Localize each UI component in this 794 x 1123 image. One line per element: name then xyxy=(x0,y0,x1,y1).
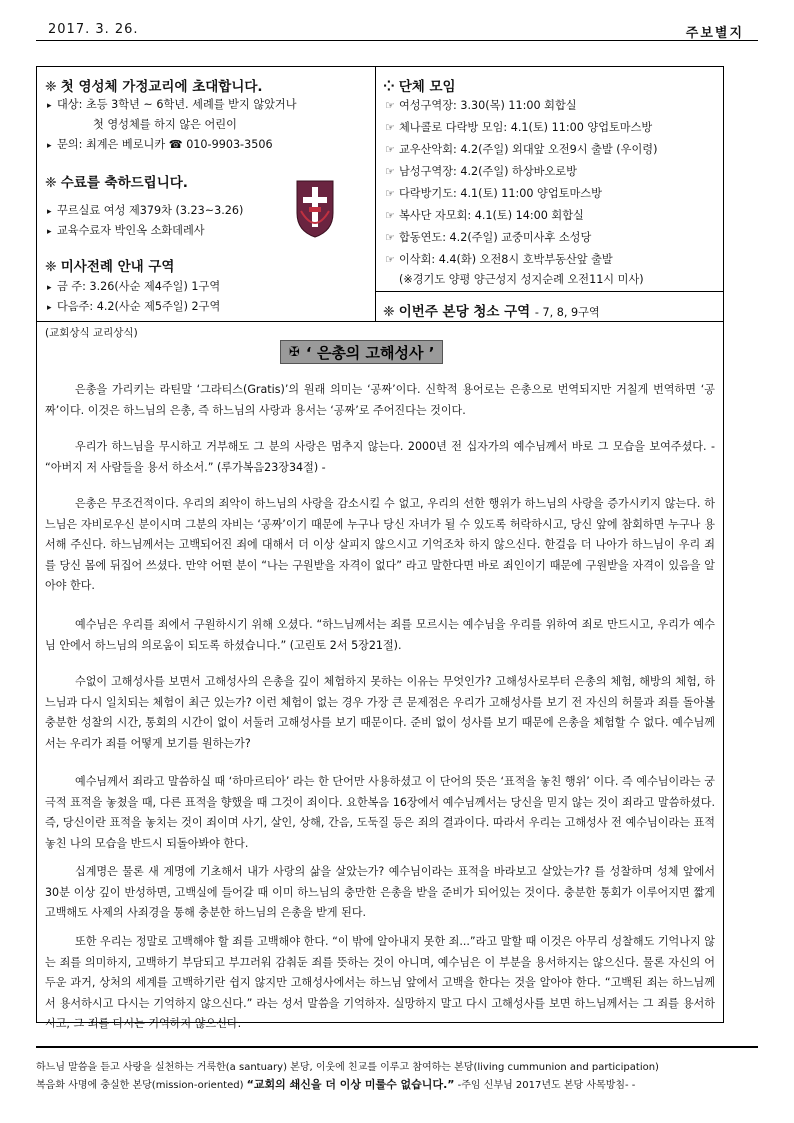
paragraph xyxy=(45,932,715,1035)
triangle-bullet-icon: ▸ xyxy=(47,141,52,151)
meeting-text: 다락방기도: 4.1(토) 11:00 양업토마스방 xyxy=(399,187,602,200)
paragraph-text: 은총은 무조건적이다. 우리의 죄악이 하느님의 사랑을 감소시킬 수 없고, 우리의 선한 행위가 하느님의 사랑을 증가시키지 않는다. 하느님은 자비로우신 분이시며 그분의 자비는 ‘공짜’이기 때문에 누구나 당신 자녀가 될 수 있도록 허락하시고, 당신 앞에 참회하면 누구나 용서해 주신다. 하느님께서는 고백되어진 죄에 대해서 더 이상 살피지 않으시고 기억조차 하지 않으신다. 한걸음 더 나아가 하느님이 우리 죄를 당신 몸에 뒤집어 쓰셨다. 만약 어떤 분이 “나는 구원받을 자격이 없다” 라고 말한다면 바로 죄인이기 때문에 구원받을 자격이 있음을 알아야 한다. xyxy=(45,497,715,592)
mass-guide-title-text: 미사전례 안내 구역 xyxy=(60,259,175,275)
triangle-bullet-icon: ▸ xyxy=(47,101,52,111)
list-item xyxy=(47,223,205,240)
meeting-item xyxy=(385,186,602,202)
pointer-bullet-icon: ☞ xyxy=(385,231,395,244)
paragraph xyxy=(45,615,715,656)
paragraph-text: 은총을 가리키는 라틴말 ‘그라티스(Gratis)’의 원래 의미는 ‘공짜’이다. 신학적 용어로는 은총으로 번역되지만 거칠게 번역하면 ‘공짜’이다. 이것은 하느님의 은총, 즉 하느님의 사랑과 용서는 ‘공짜’로 주어진다는 것이다. xyxy=(45,383,715,417)
paragraph-text: 십계명은 물론 새 계명에 기초해서 내가 사랑의 삶을 살았는가? 예수님이라는 표적을 바라보고 살았는가? 를 성찰하며 성체 앞에서 30분 이상 깊이 반성하면, 고백실에 들어갈 때 이미 하느님의 충만한 은총을 받을 준비가 되어있는 것이다. 충분한 통회가 이루어지면 짧게 고백해도 사제의 사죄경을 통해 충분한 하느님의 은총을 받게 된다. xyxy=(45,865,715,919)
meeting-item xyxy=(385,98,577,114)
paragraph-text: 우리가 하느님을 무시하고 거부해도 그 분의 사랑은 멈추지 않는다. 2000년 전 십자가의 예수님께서 바로 그 모습을 보여주셨다. - “아버지 저 사람들을 용서 하소서.” (루가복음23장34절) - xyxy=(45,440,715,474)
pointer-bullet-icon: ☞ xyxy=(385,121,395,134)
footer-motto-suffix: -주임 신부님 2017년도 본당 사목방침- - xyxy=(454,1080,636,1091)
article-section xyxy=(37,322,723,1030)
list-item xyxy=(47,279,220,296)
meeting-text: 이삭회: 4.4(화) 오전8시 호박부동산앞 출발 xyxy=(399,253,613,266)
list-item xyxy=(47,299,220,316)
cross-icon: ✠ xyxy=(289,344,300,360)
footer-motto-prefix: 복음화 사명에 충실한 본당(mission-oriented) xyxy=(36,1080,247,1091)
asterisk-icon: ❈ xyxy=(45,259,57,275)
meeting-item xyxy=(385,252,613,268)
footer-divider xyxy=(36,1046,758,1048)
meeting-item xyxy=(385,208,584,224)
pointer-bullet-icon: ☞ xyxy=(385,187,395,200)
footer-motto-quote: “교회의 쇄신을 더 이상 미룰수 없습니다.” xyxy=(246,1078,455,1091)
meetings-title xyxy=(383,75,456,95)
paragraph-text: 또한 우리는 정말로 고백해야 할 죄를 고백해야 한다. “이 밖에 알아내지 못한 죄...”라고 말할 때 이것은 아무리 성찰해도 기억나지 않는 죄를 의미하지, 고백하기 부담되고 부끄러워 감춰둔 죄를 뜻하는 것이 아니며, 예수님은 이 부분을 용서하지는 않으신다. 물론 자신의 어두운 과거, 상처의 세계를 고백하기란 쉽지 않지만 고해성사에서는 하느님 앞에서 고백을 한다는 것을 알아야 한다. “고백된 죄는 하느님께서 용서하시고 다시는 기억하지 않으신다.” 라는 성서 말씀을 기억하자. 실망하지 말고 다시 고해성사를 보면 하느님께서는 그 죄를 용서하시고, 그 죄를 다시는 기억하지 않으신다. xyxy=(45,935,715,1030)
meeting-item xyxy=(385,142,657,158)
meeting-text: 복사단 자모회: 4.1(토) 14:00 회합실 xyxy=(399,209,584,222)
footer-mission: 하느님 말씀을 듣고 사랑을 실천하는 거룩한(a santuary) 본당, 이웃에 친교를 이루고 참여하는 본당(living cummunion and participation) xyxy=(36,1062,659,1073)
first-communion-contact: 문의: 최계은 베로니카 ☎ 010-9903-3506 xyxy=(57,138,273,151)
paragraph xyxy=(45,494,715,597)
meeting-text: 여성구역장: 3.30(목) 11:00 회합실 xyxy=(399,99,577,112)
first-communion-target-cont: 첫 영성체를 하지 않은 어린이 xyxy=(93,118,237,131)
list-item xyxy=(47,203,243,220)
paragraph xyxy=(45,772,715,854)
this-week-area: 금 주: 3.26(사순 제4주일) 1구역 xyxy=(57,280,221,293)
cursillo-info: 꾸르실료 여성 제379차 (3.23~3.26) xyxy=(57,204,244,217)
pointer-bullet-icon: ☞ xyxy=(385,165,395,178)
triangle-bullet-icon: ▸ xyxy=(47,303,52,313)
cleaning-areas: - 7, 8, 9구역 xyxy=(534,306,600,319)
pointer-bullet-icon: ☞ xyxy=(385,253,395,266)
paragraph xyxy=(45,380,715,421)
meeting-text: 남성구역장: 4.2(주일) 하상바오로방 xyxy=(399,165,577,178)
congrats-title-text: 수료를 축하드립니다. xyxy=(60,175,188,191)
dotted-circle-icon: ⁘ xyxy=(383,79,395,95)
asterisk-icon: ❈ xyxy=(45,175,57,191)
next-week-area: 다음주: 4.2(사순 제5주일) 2구역 xyxy=(57,300,221,313)
first-communion-target: 대상: 초등 3학년 ~ 6학년. 세례를 받지 않았거나 xyxy=(57,98,297,111)
bulletin-title: 주보별지 xyxy=(685,26,744,41)
meeting-note: (※경기도 양평 양근성지 성지순례 오전11시 미사) xyxy=(399,273,644,286)
triangle-bullet-icon: ▸ xyxy=(47,227,52,237)
cleaning-title-text: 이번주 본당 청소 구역 xyxy=(398,304,531,320)
pointer-bullet-icon: ☞ xyxy=(385,143,395,156)
cleaning-divider xyxy=(375,291,723,292)
graduate-info: 교육수료자 박인옥 소화데레사 xyxy=(57,224,205,237)
meeting-item xyxy=(385,164,577,180)
first-communion-title xyxy=(45,75,263,95)
meeting-text: 체나콜로 다락방 모임: 4.1(토) 11:00 양업토마스방 xyxy=(399,121,653,134)
asterisk-icon: ❈ xyxy=(45,79,57,95)
bulletin-box xyxy=(36,66,724,1030)
triangle-bullet-icon: ▸ xyxy=(47,207,52,217)
article-title xyxy=(280,340,443,364)
pointer-bullet-icon: ☞ xyxy=(385,209,395,222)
cleaning-title xyxy=(383,300,600,320)
list-item xyxy=(47,137,273,154)
list-item xyxy=(93,117,237,133)
meeting-text: 교우산악회: 4.2(주일) 외대앞 오전9시 출발 (우이령) xyxy=(399,143,658,156)
cursillo-emblem-icon xyxy=(275,179,355,239)
meeting-item xyxy=(385,120,652,136)
article-title-text: ‘ 은총의 고해성사 ’ xyxy=(305,343,435,362)
date: 2017. 3. 26. xyxy=(48,22,139,37)
notice-section xyxy=(37,67,723,322)
header-divider xyxy=(36,40,758,41)
paragraph xyxy=(45,862,715,924)
mass-guide-title xyxy=(45,255,174,275)
paragraph xyxy=(45,672,715,754)
footer-motto xyxy=(36,1076,635,1092)
meeting-text: 합동연도: 4.2(주일) 교중미사후 소성당 xyxy=(399,231,592,244)
paragraph-text: 예수님께서 죄라고 말씀하실 때 ‘하마르티아’ 라는 한 단어만 사용하셨고 이 단어의 뜻은 ‘표적을 놓친 행위’ 이다. 즉 예수님이라는 궁극적 표적을 놓쳤을 때, 다른 표적을 향했을 때 그것이 죄이다. 요한복음 16장에서 예수님께서는 당신을 믿지 않는 것이 죄라고 말씀하셨다. 즉, 당신이란 표적을 놓치는 것이 죄이며 사기, 살인, 상해, 간음, 도둑질 등은 죄의 결과이다. 따라서 우리는 고해성사 전 예수님이라는 표적 놓친 나의 모습을 반드시 되돌아봐야 한다. xyxy=(45,775,715,850)
congrats-title xyxy=(45,171,188,191)
pointer-bullet-icon: ☞ xyxy=(385,99,395,112)
triangle-bullet-icon: ▸ xyxy=(47,283,52,293)
paragraph xyxy=(45,437,715,478)
meeting-item xyxy=(385,230,591,246)
article-category: (교회상식 교리상식) xyxy=(45,327,138,339)
paragraph-text: 수없이 고해성사를 보면서 고해성사의 은총을 깊이 체험하지 못하는 이유는 무엇인가? 고해성사로부터 은총의 체험, 해방의 체험, 하느님과 다시 일치되는 체험이 최근 있는가? 이런 체험이 없는 경우 가장 큰 문제점은 우리가 고해성사를 보기 전 자신의 허물과 죄를 돌아볼 충분한 성찰의 시간, 통회의 시간이 없이 서둘러 고해성사를 보기 때문이다. 준비 없이 성사를 보기 때문에 은총을 체험할 수 없다. 예수님께서는 우리가 죄를 어떻게 보기를 원하는가? xyxy=(45,675,715,750)
list-item xyxy=(47,97,297,114)
asterisk-icon: ❈ xyxy=(383,304,395,320)
column-divider xyxy=(375,67,376,321)
meetings-title-text: 단체 모임 xyxy=(398,79,456,95)
paragraph-text: 예수님은 우리를 죄에서 구원하시기 위해 오셨다. “하느님께서는 죄를 모르시는 예수님을 우리를 위하여 죄로 만드시고, 우리가 예수님 안에서 하느님의 의로움이 되도록 하셨습니다.” (고린토 2서 5장21절). xyxy=(45,618,715,652)
first-communion-title-text: 첫 영성체 가정교리에 초대합니다. xyxy=(60,79,263,95)
